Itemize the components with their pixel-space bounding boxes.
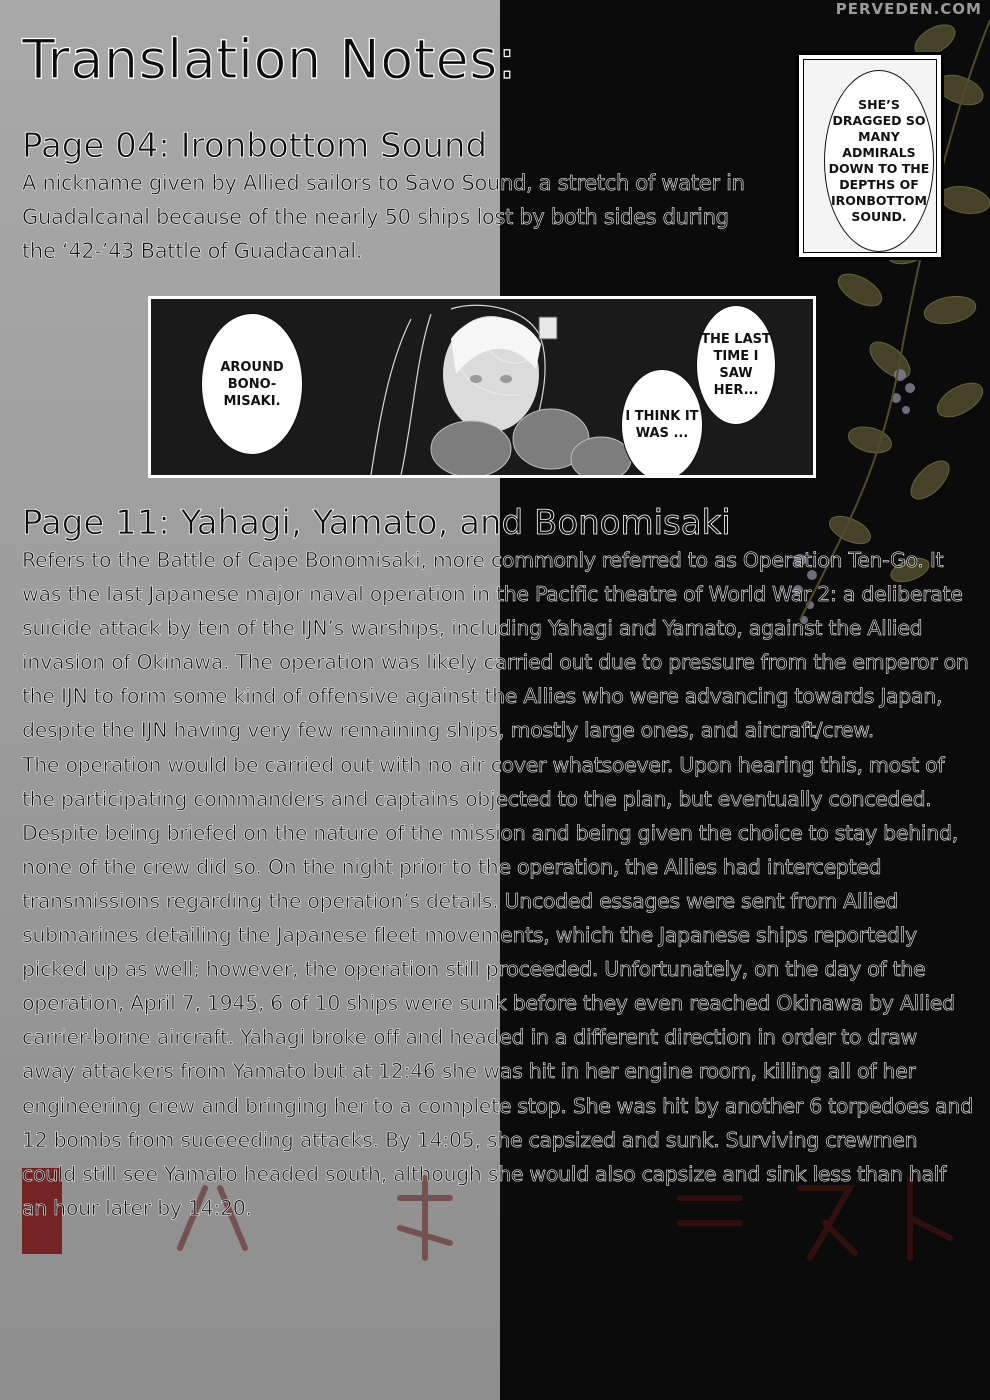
speech-bubble: AROUND BONO-MISAKI. xyxy=(201,313,303,455)
page-title: Translation Notes: xyxy=(22,28,517,91)
note-heading: Page 04: Ironbottom Sound xyxy=(22,126,488,166)
speech-bubble: I THINK IT WAS ... xyxy=(621,369,703,478)
note-page-11 xyxy=(22,503,977,1225)
note-page-04 xyxy=(22,126,782,268)
note-heading: Page 11: Yahagi, Yamato, and Bonomisaki xyxy=(22,503,731,543)
manga-panel-ironbottom xyxy=(796,52,944,260)
site-watermark: PERVEDEN.COM xyxy=(835,0,982,18)
manga-panel-bonomisaki xyxy=(148,296,816,478)
note-body: A nickname given by Allied sailors to Savo Sound, a stretch of water in Guadalcanal because of the nearly 50 ships lost by both sides during the ‘42-’43 Battle of Guadacanal. xyxy=(22,171,745,263)
panel-inner xyxy=(803,59,937,253)
speech-bubble: SHE’S DRAGGED SO MANY ADMIRALS DOWN TO THE DEPTHS OF IRONBOTTOM SOUND. xyxy=(824,70,934,252)
note-body-continued: The operation would be carried out with no air cover whatsoever. Upon hearing this, most of the participating commanders and captains objected to the plan, but eventually conceded. Despite being briefed on the nature of the mission and being given the choice to stay behind, none of the crew did so. On the night prior to the operation, the Allies had intercepted transmissions regarding the operation’s details. Uncoded essages were sent from Allied submarines detailing the Japanese fleet movements, which the Japanese ships reportedly picked up as well; however, the operation still proceeded. Unfortunately, on the day of the operation, April 7, 1945, 6 of 10 ships were sunk before they even reached Okinawa by Allied carrier-borne aircraft. Yahagi broke off and headed in a different direction in order to draw away attackers from Yamato but at 12:46 she was hit in her engine room, killing all of her engineering crew and bringing her to a complete stop. She was hit by another 6 torpedoes and 12 bombs from succeeding attacks. By 14:05, she capsized and sunk. Surviving crewmen could still see Yamato headed south, although she would also capsize and sink less than half an hour later by 14:20. xyxy=(22,752,973,1220)
note-body: Refers to the Battle of Cape Bonomisaki, more commonly referred to as Operation Ten-Go. It was the last Japanese major naval operation in the Pacific theatre of World War 2: a deliberate suicide attack by ten of the IJN’s warships, including Yahagi and Yamato, against the Allied invasion of Okinawa. The operation was likely carried out due to pressure from the emperor on the IJN to form some kind of offensive against the Allies who were advancing towards Japan, despite the IJN having very few remaining ships, mostly large ones, and aircraft/crew. xyxy=(22,548,969,743)
speech-bubble: THE LAST TIME I SAW HER... xyxy=(696,305,776,425)
